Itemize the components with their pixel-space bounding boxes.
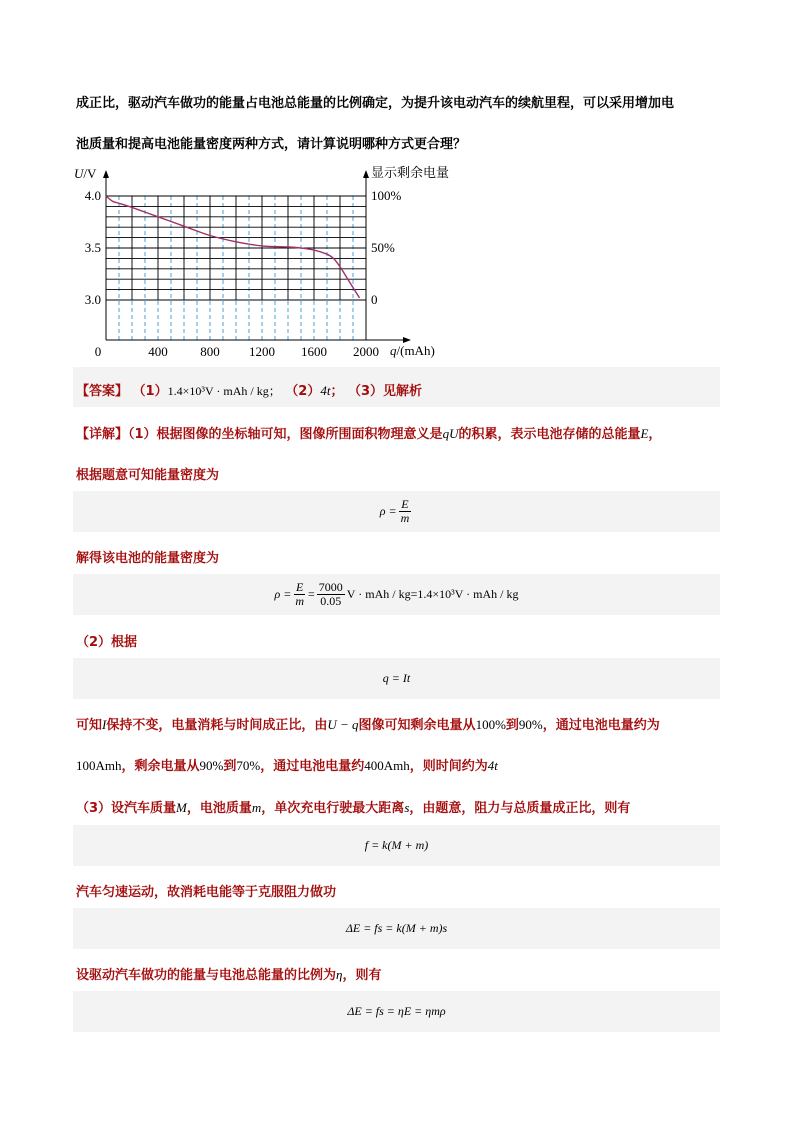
frac-den: m <box>295 594 305 608</box>
detail-line-8: 汽车匀速运动，故消耗电能等于克服阻力做功 <box>76 885 337 900</box>
frac-den: m <box>400 511 410 525</box>
x-tick-label: 400 <box>148 344 168 359</box>
formula-eq: = <box>308 587 315 601</box>
detail-text: ，由题意，阻力与总质量成正比，则有 <box>409 801 631 816</box>
answer-part3: （3）见解析 <box>348 384 423 399</box>
y2-axis-label: 显示剩余电量 <box>371 166 450 181</box>
detail-text: ， <box>648 427 662 442</box>
detail-line-9 <box>76 964 381 983</box>
y2-tick-label: 100% <box>371 188 402 203</box>
formula-q-It: q = It <box>382 671 411 685</box>
detail-line-7 <box>76 797 630 816</box>
math-value: 100Amh <box>76 758 122 773</box>
math-m: m <box>251 800 262 815</box>
detail-line-3: 解得该电池的能量密度为 <box>76 551 220 566</box>
detail-text: 的积累，表示电池存储的总能量 <box>458 427 641 442</box>
frac-num: 7000 <box>318 580 343 594</box>
detail-line-1 <box>76 423 661 442</box>
detail-text: ，剩余电量从 <box>121 759 200 774</box>
formula-lhs: ρ = <box>379 504 397 518</box>
answer-part1-value: 1.4×10³V · mAh / kg； <box>167 384 281 398</box>
math-qU: qU <box>442 426 459 441</box>
discharge-curve <box>106 196 360 298</box>
y2-axis-arrow <box>363 170 369 178</box>
detail-line-5 <box>76 714 660 733</box>
x-tick-label: 0 <box>94 344 102 359</box>
formula-box-6 <box>73 991 720 1032</box>
detail-label: 【详解】 <box>76 427 129 442</box>
answer-line <box>76 380 422 399</box>
detail-text: ，电池质量 <box>186 801 252 816</box>
formula-box-4 <box>73 825 720 866</box>
x-tick-label: 1200 <box>249 344 275 359</box>
math-s: s <box>404 800 410 815</box>
detail-text: ，单次充电行驶最大距离 <box>261 801 405 816</box>
x-tick-label: 1600 <box>301 344 327 359</box>
detail-line-4: （2）根据 <box>76 635 138 650</box>
formula-friction: f = k(M + m) <box>364 838 429 852</box>
math-M: M <box>176 800 187 815</box>
math-value: 90% <box>199 758 224 773</box>
math-value: 70% <box>236 758 261 773</box>
formula-box-1 <box>73 491 720 532</box>
detail-text: 到 <box>505 718 519 733</box>
y-axis-label: U/V <box>74 166 97 181</box>
question-line-2: 池质量和提高电池能量密度两种方式，请计算说明哪种方式更合理？ <box>76 137 467 152</box>
frac-num: E <box>296 580 304 594</box>
detail-text: ，则时间约为 <box>409 759 488 774</box>
detail-text: ，通过电池电量约 <box>260 759 365 774</box>
formula-box-5 <box>73 908 720 949</box>
formula-energy-work: ΔE = fs = k(M + m)s <box>345 921 448 935</box>
math-eta: η <box>336 967 343 982</box>
math-value: 90% <box>518 717 543 732</box>
math-U-q: U − q <box>327 717 359 732</box>
math-4t: 4t <box>487 758 498 773</box>
y-tick-label: 3.0 <box>84 292 101 307</box>
formula-rhs: V · mAh / kg=1.4×10³V · mAh / kg <box>346 587 519 601</box>
y-tick-label: 4.0 <box>84 188 101 203</box>
math-value: 100% <box>475 717 506 732</box>
detail-text: ，通过电池电量约为 <box>542 718 660 733</box>
detail-text: ，则有 <box>342 968 382 983</box>
detail-text: 设驱动汽车做功的能量与电池总能量的比例为 <box>76 968 337 983</box>
answer-label: 【答案】 <box>76 384 129 399</box>
detail-text: 可知 <box>76 718 103 733</box>
formula-lhs: ρ = <box>274 587 292 601</box>
formula-energy-ratio: ΔE = fs = ηE = ηmρ <box>347 1004 446 1018</box>
math-value: 400Amh <box>364 758 410 773</box>
frac-den: 0.05 <box>320 594 342 608</box>
voltage-charge-chart <box>60 158 460 363</box>
chart-grid <box>106 196 366 340</box>
x-tick-label: 800 <box>200 344 220 359</box>
x-axis-label: q/(mAh) <box>390 343 435 358</box>
formula-box-3 <box>73 658 720 699</box>
formula-energy-density-value <box>73 574 720 615</box>
detail-line-6 <box>76 755 498 774</box>
y-axis-arrow <box>103 170 109 178</box>
detail-text: （3）设汽车质量 <box>76 801 177 816</box>
answer-part2-end: ； <box>330 384 344 399</box>
y2-tick-label: 0 <box>371 292 378 307</box>
math-E: E <box>640 426 649 441</box>
y-tick-label: 3.5 <box>84 240 101 255</box>
frac-num: E <box>401 497 409 511</box>
answer-part2-value: 4t <box>320 383 331 398</box>
detail-text: （1）根据图像的坐标轴可知，图像所围面积物理意义是 <box>128 427 443 442</box>
question-line-1: 成正比，驱动汽车做功的能量占电池总能量的比例确定，为提升该电动汽车的续航里程，可以采用增加电 <box>76 96 675 111</box>
formula-box-2 <box>73 574 720 615</box>
detail-text: 到 <box>223 759 237 774</box>
x-tick-label: 2000 <box>353 344 379 359</box>
answer-part2-label: （2） <box>285 384 321 399</box>
detail-text: 图像可知剩余电量从 <box>358 718 476 733</box>
detail-line-2: 根据题意可知能量密度为 <box>76 468 220 483</box>
answer-part1-label: （1） <box>132 384 168 399</box>
math-I: I <box>102 717 107 732</box>
y2-tick-label: 50% <box>371 240 395 255</box>
formula-energy-density <box>73 491 720 532</box>
detail-text: 保持不变，电量消耗与时间成正比，由 <box>106 718 328 733</box>
